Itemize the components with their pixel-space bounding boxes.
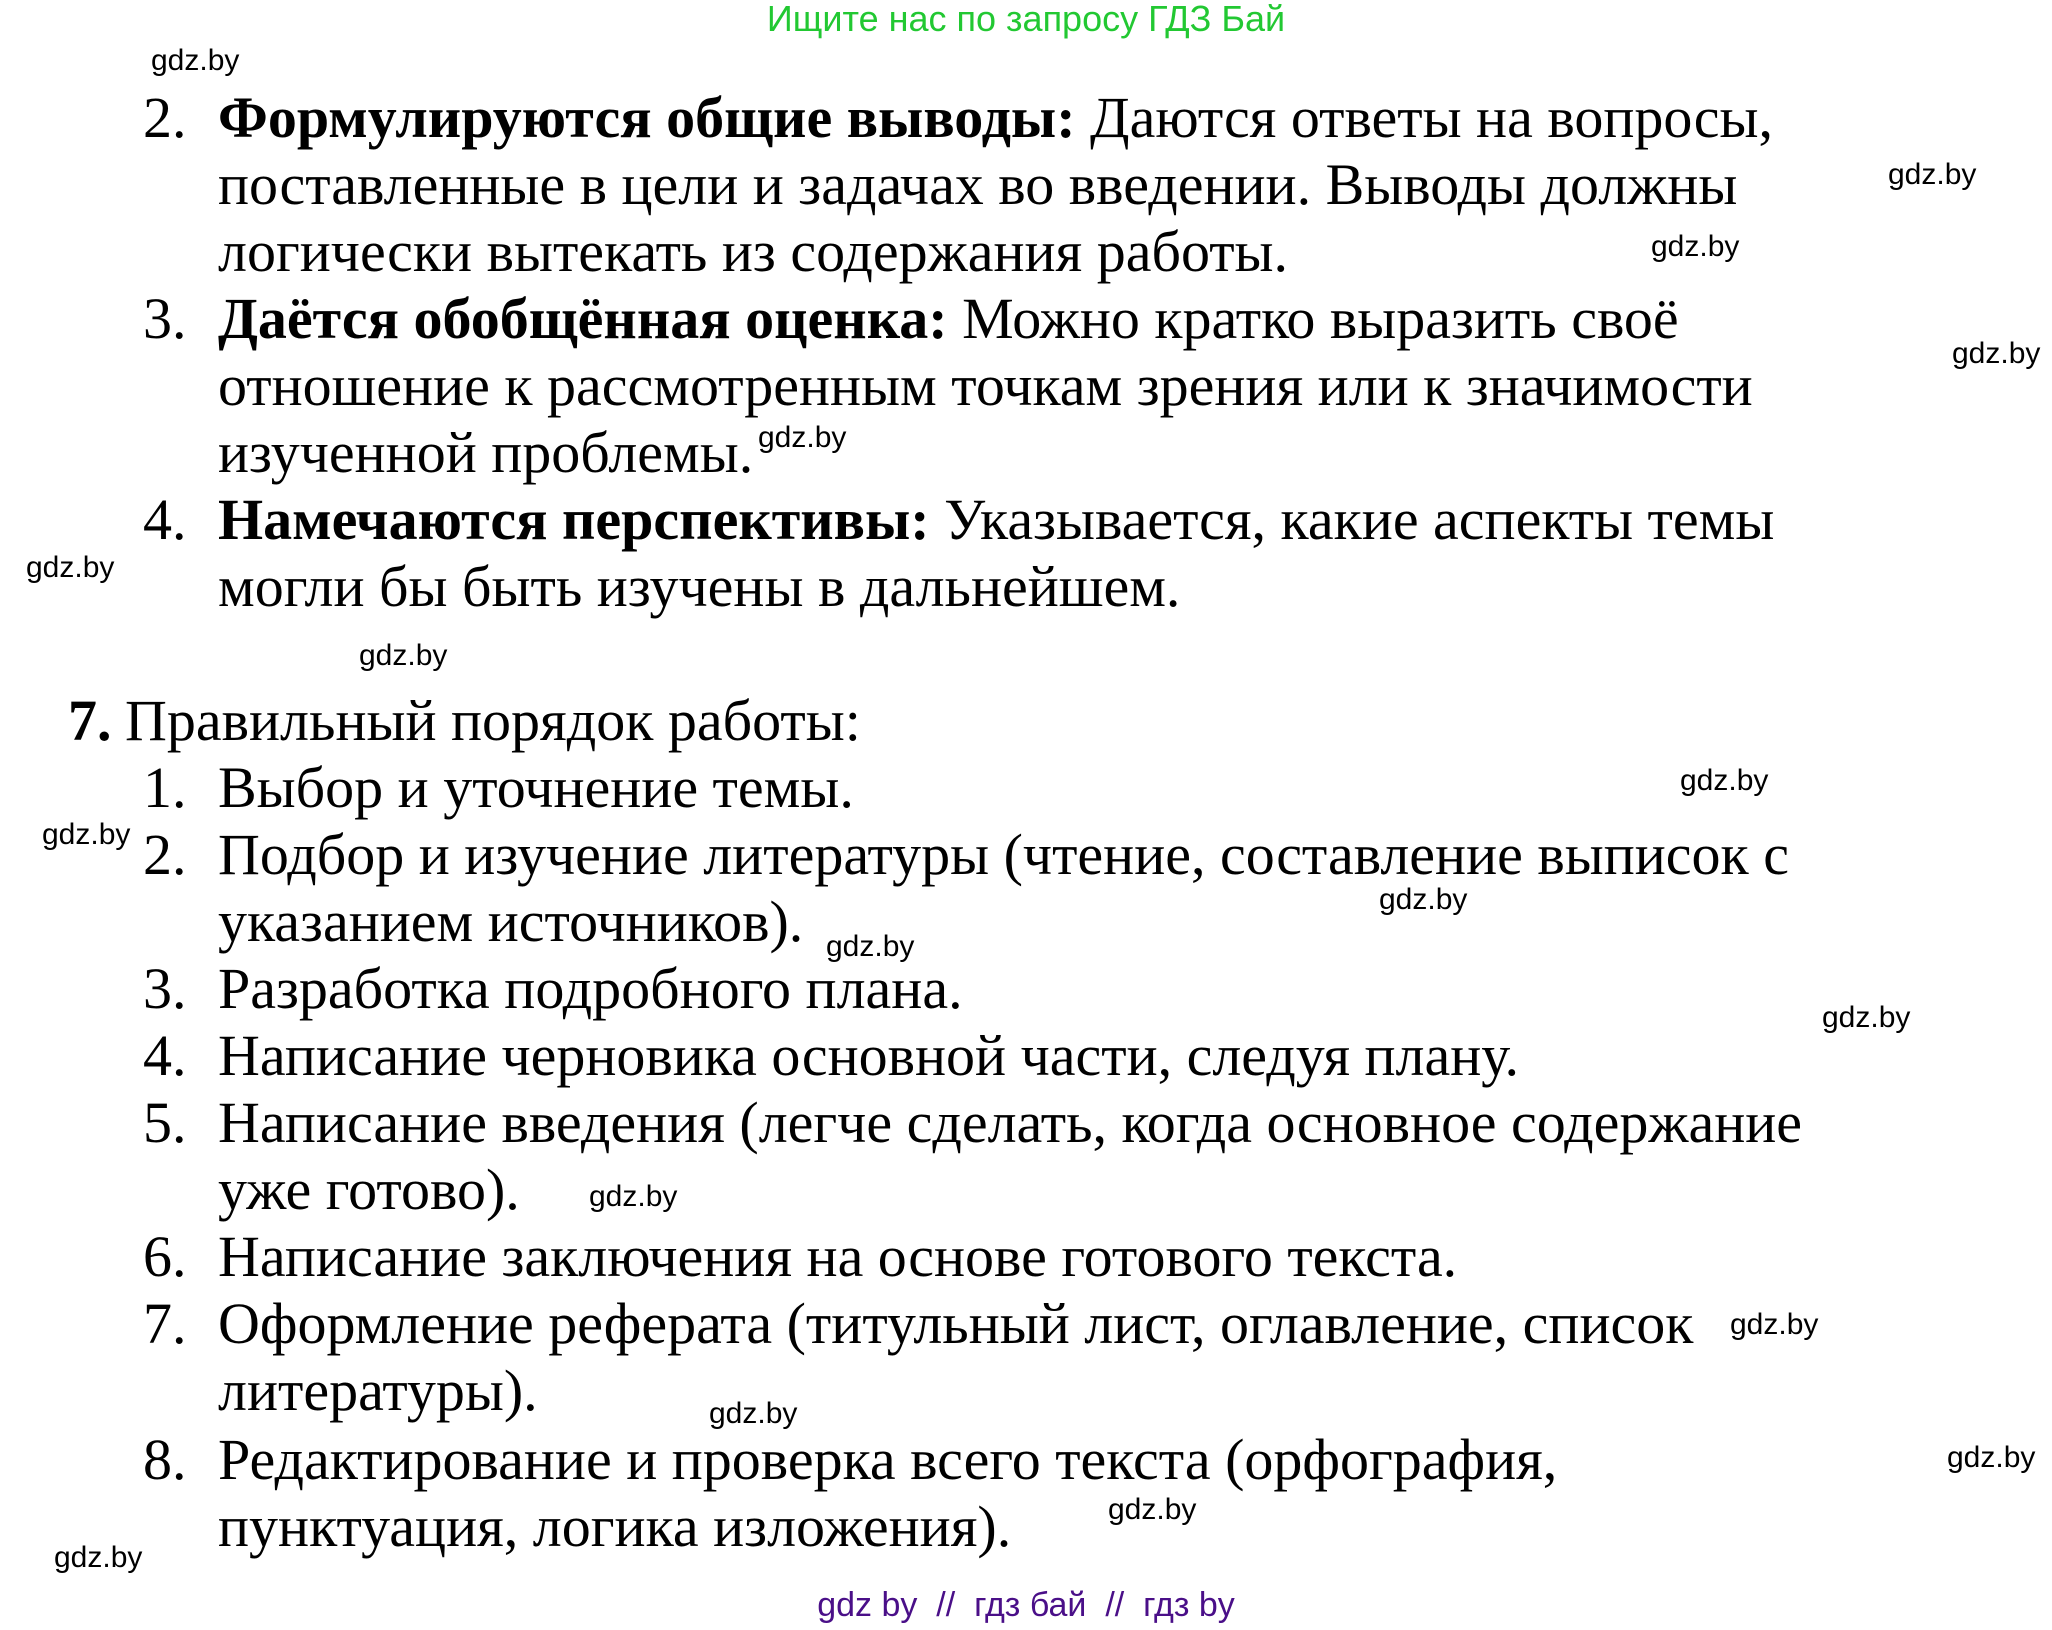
watermark: gdz.by: [826, 930, 915, 963]
item-heading: Формулируются общие выводы:: [218, 85, 1076, 150]
list-item-continuation: [0, 352, 2052, 419]
item-text: Написание заключения на основе готового текста.: [218, 1224, 1458, 1289]
watermark: gdz.by: [1680, 764, 1769, 797]
item-text: Редактирование и проверка всего текста (орфография,: [218, 1427, 1558, 1492]
item-text: поставленные в цели и задачах во введении. Выводы должны: [218, 152, 1738, 217]
item-text: Указывается, какие аспекты темы: [929, 487, 1775, 552]
item-text: отношение к рассмотренным точкам зрения или к значимости: [218, 353, 1753, 418]
watermark: gdz.by: [589, 1180, 678, 1213]
list-item-continuation: [0, 553, 2052, 620]
list-item: [0, 955, 2052, 1022]
item-text: изученной проблемы.: [218, 420, 754, 485]
watermark: gdz.by: [1952, 337, 2041, 370]
list-item-continuation: [0, 151, 2052, 218]
footer-banner: gdz by // гдз бай // гдз by: [817, 1586, 1235, 1624]
item-text: могли бы быть изучены в дальнейшем.: [218, 554, 1181, 619]
item-text: Написание введения (легче сделать, когда основное содержание: [218, 1090, 1803, 1155]
section-heading: [0, 687, 2052, 754]
watermark: gdz.by: [1822, 1001, 1911, 1034]
list-item-continuation: [0, 1493, 2052, 1560]
list-item: [0, 84, 2052, 151]
item-text: Подбор и изучение литературы (чтение, составление выписок с: [218, 822, 1789, 887]
item-text: логически вытекать из содержания работы.: [218, 219, 1289, 284]
list-item: [0, 285, 2052, 352]
watermark: gdz.by: [1108, 1493, 1197, 1526]
list-item-continuation: [0, 888, 2052, 955]
item-number: 4.: [143, 1023, 187, 1088]
watermark: gdz.by: [26, 551, 115, 584]
watermark: gdz.by: [1651, 230, 1740, 263]
watermark: gdz.by: [1730, 1308, 1819, 1341]
watermark: gdz.by: [54, 1541, 143, 1574]
watermark: gdz.by: [42, 818, 131, 851]
item-text: Даются ответы на вопросы,: [1075, 85, 1774, 150]
item-text: литературы).: [218, 1358, 538, 1423]
item-text: пунктуация, логика изложения).: [218, 1494, 1012, 1559]
list-item-continuation: [0, 419, 2052, 486]
section-6-list: [0, 84, 2052, 620]
list-item: [0, 486, 2052, 553]
list-item: [0, 1022, 2052, 1089]
watermark: gdz.by: [709, 1397, 798, 1430]
item-text: Можно кратко выразить своё: [947, 286, 1679, 351]
list-item-continuation: [0, 1156, 2052, 1223]
item-number: 2.: [143, 85, 187, 150]
item-number: 3.: [143, 286, 187, 351]
item-text: Написание черновика основной части, следуя плану.: [218, 1023, 1519, 1088]
section-title: Правильный порядок работы:: [125, 688, 861, 753]
item-text: указанием источников).: [218, 889, 804, 954]
item-number: 7.: [143, 1291, 187, 1356]
list-item: [0, 821, 2052, 888]
list-item: [0, 1223, 2052, 1290]
item-number: 1.: [143, 755, 187, 820]
item-text: Разработка подробного плана.: [218, 956, 963, 1021]
list-item: [0, 1089, 2052, 1156]
watermark: gdz.by: [1888, 158, 1977, 191]
watermark: gdz.by: [1379, 883, 1468, 916]
item-text: уже готово).: [218, 1157, 520, 1222]
watermark: gdz.by: [151, 44, 240, 77]
item-number: 5.: [143, 1090, 187, 1155]
item-number: 6.: [143, 1224, 187, 1289]
item-text: Оформление реферата (титульный лист, оглавление, список: [218, 1291, 1694, 1356]
watermark: gdz.by: [1947, 1441, 2036, 1474]
item-heading: Намечаются перспективы:: [218, 487, 930, 552]
item-number: 8.: [143, 1427, 187, 1492]
section-7: [0, 687, 2052, 1560]
list-item-continuation: [0, 1357, 2052, 1424]
item-number: 4.: [143, 487, 187, 552]
item-text: Выбор и уточнение темы.: [218, 755, 854, 820]
item-number: 2.: [143, 822, 187, 887]
list-item: [0, 1426, 2052, 1493]
watermark: gdz.by: [359, 639, 448, 672]
section-number: 7.: [68, 688, 112, 753]
list-item-continuation: [0, 218, 2052, 285]
watermark: gdz.by: [758, 421, 847, 454]
item-heading: Даётся обобщённая оценка:: [218, 286, 948, 351]
header-banner: Ищите нас по запросу ГДЗ Бай: [766, 0, 1286, 39]
item-number: 3.: [143, 956, 187, 1021]
